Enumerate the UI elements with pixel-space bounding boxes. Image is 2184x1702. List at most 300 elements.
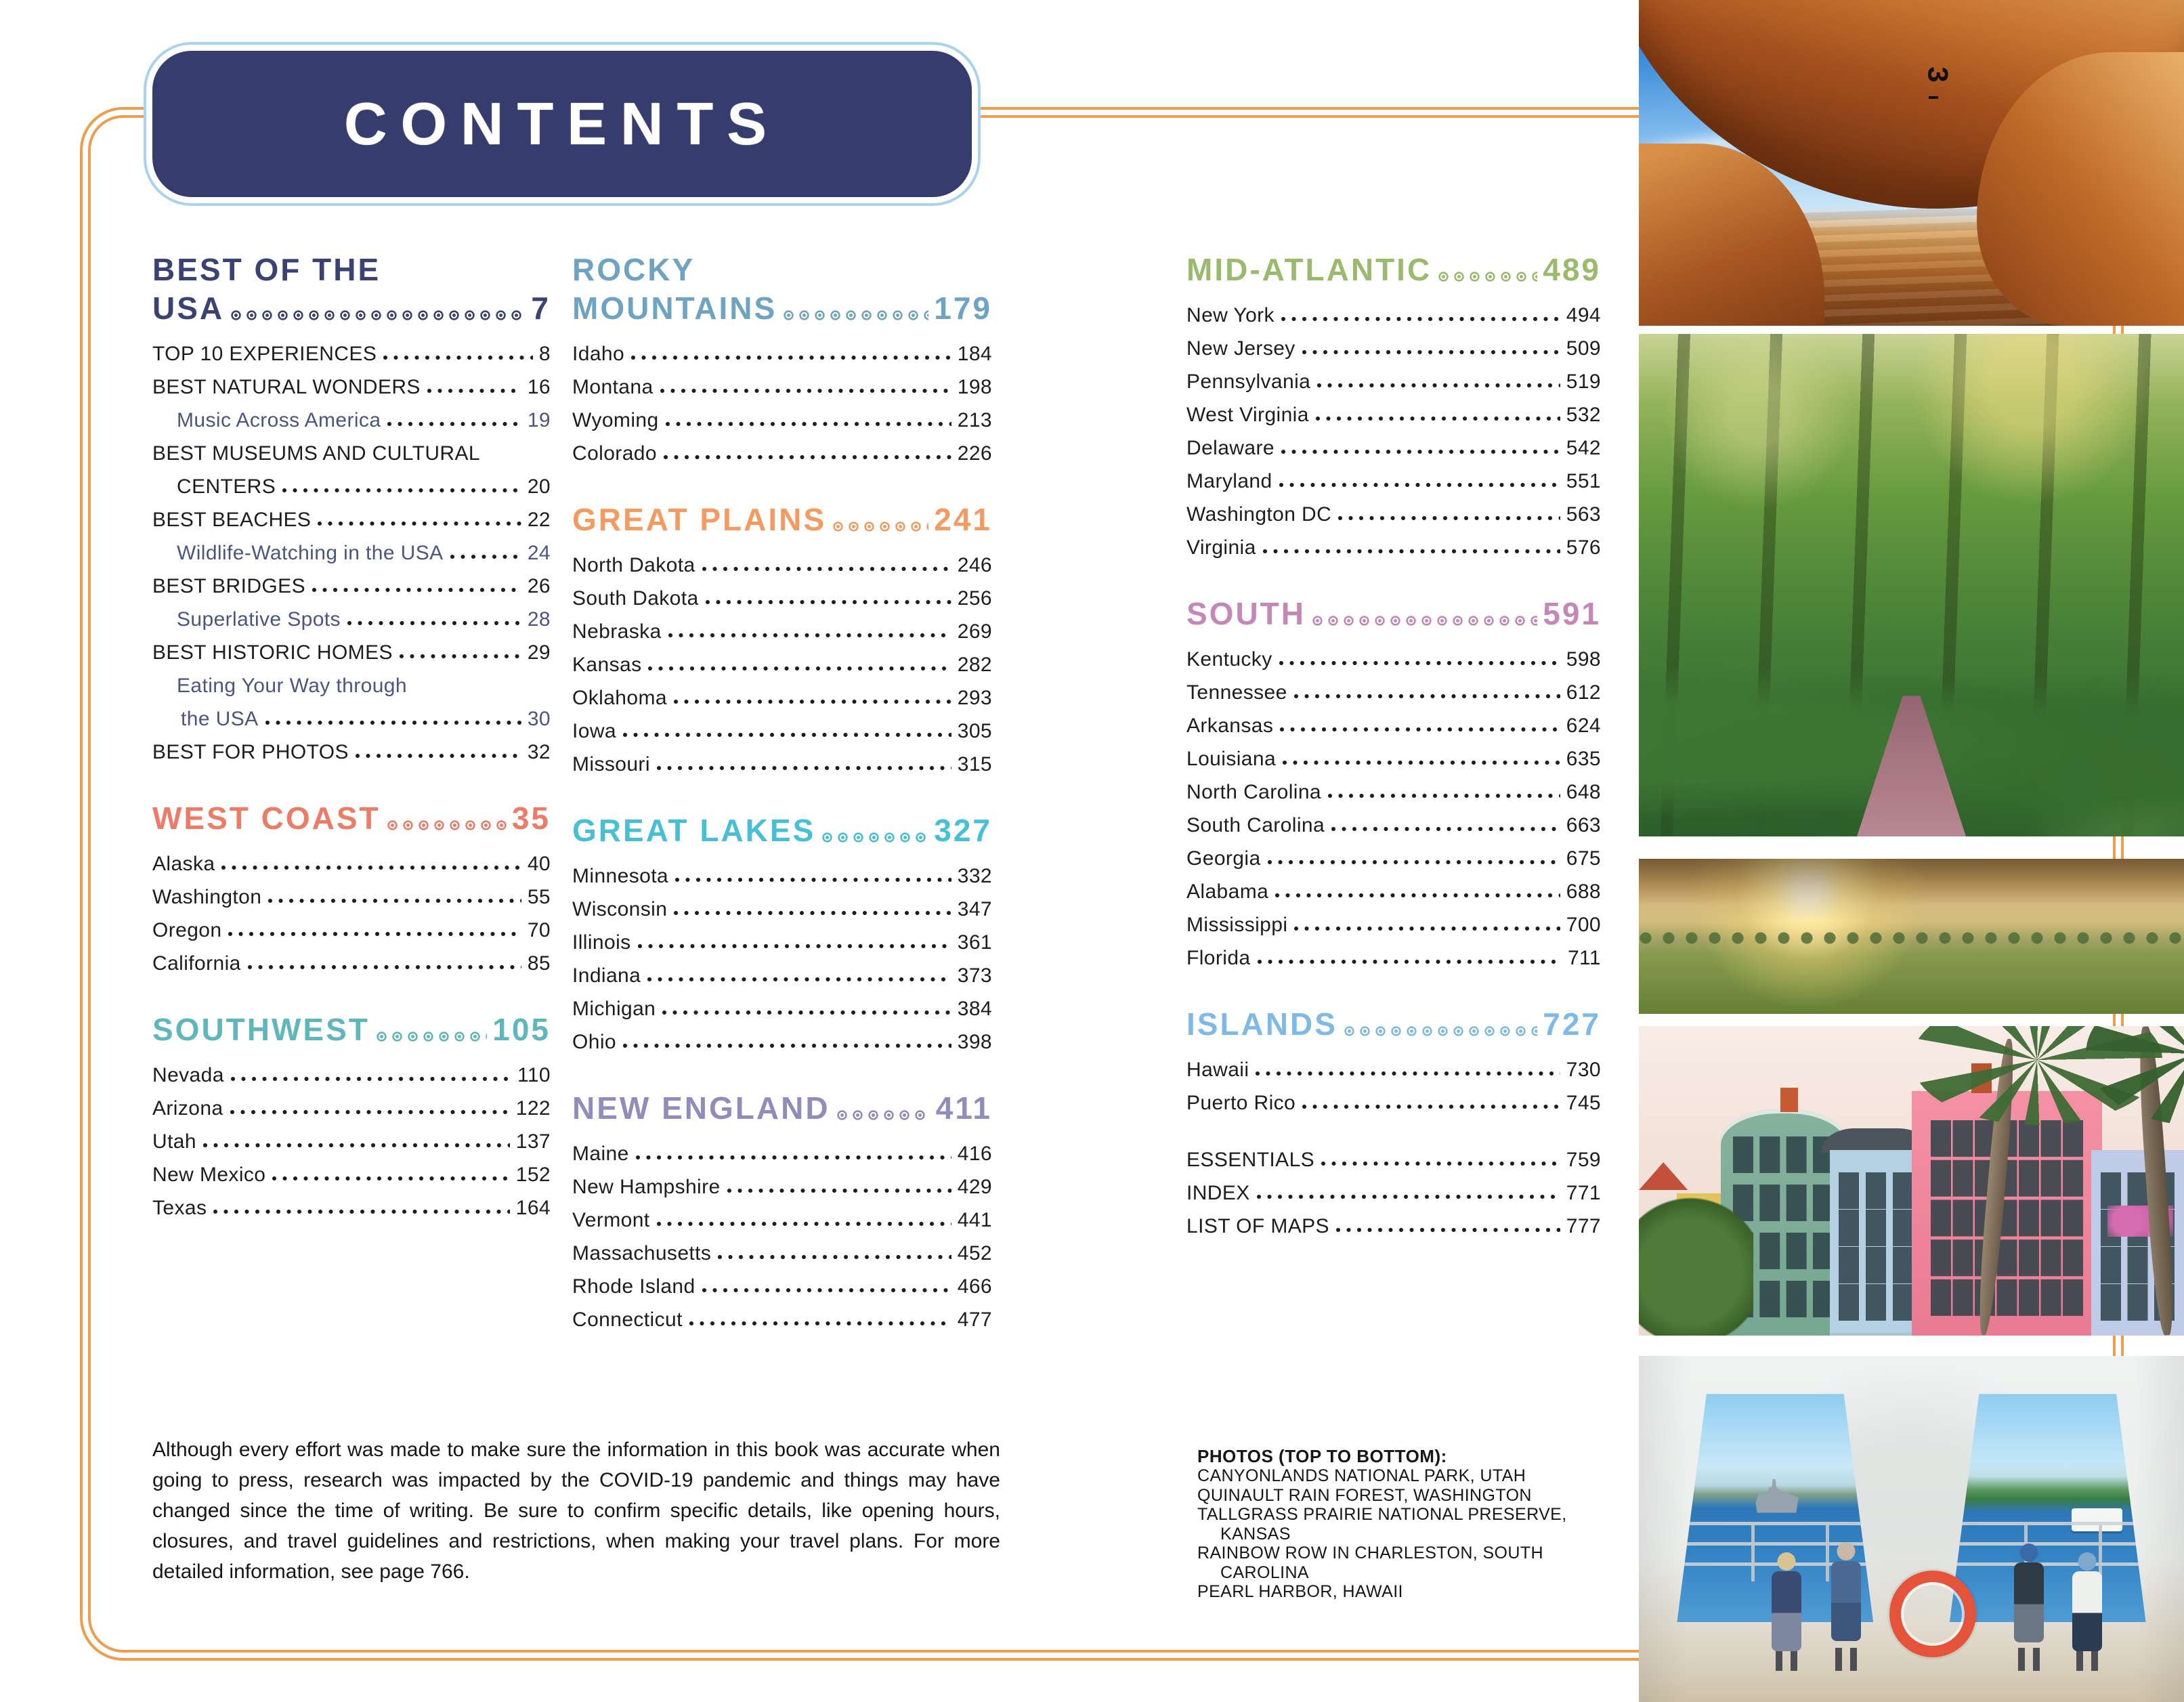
toc-entry-label: Superlative Spots: [177, 608, 341, 631]
toc-entry-label: North Dakota: [572, 554, 695, 576]
visitor-figure: [1768, 1552, 1805, 1671]
toc-entry: [572, 344, 992, 364]
toc-entry-page-number: 246: [957, 554, 992, 576]
dot-leader: [723, 1177, 955, 1197]
photo-canyonlands-national-park: [1639, 0, 2184, 326]
toc-entry: [1186, 683, 1601, 703]
toc-column-1: [152, 251, 551, 1255]
toc-entry-page-number: 429: [957, 1176, 992, 1198]
section-header: [1186, 1005, 1601, 1044]
toc-entry: [572, 1144, 992, 1164]
toc-entry-page-number: 332: [957, 865, 992, 887]
toc-entry: [572, 1243, 992, 1264]
toc-entry-label: New Hampshire: [572, 1176, 721, 1198]
toc-entry-page-number: 398: [957, 1031, 992, 1053]
section-entries: [152, 854, 551, 974]
dot-leader: [217, 854, 524, 874]
toc-entry-label: Kansas: [572, 654, 642, 676]
toc-entry-label: Wyoming: [572, 409, 659, 431]
toc-entry: [152, 742, 551, 763]
toc-entry: [572, 589, 992, 609]
toc-entry-page-number: 576: [1566, 536, 1601, 559]
toc-entry: [152, 477, 551, 497]
dot-leader: [685, 1310, 955, 1330]
toc-entry: [1186, 1150, 1601, 1170]
toc-section: [152, 799, 551, 974]
toc-entry-page-number: 305: [957, 720, 992, 742]
toc-entry-page-number: 55: [527, 886, 551, 908]
toc-entry-label: Maryland: [1186, 470, 1272, 492]
dot-leader: [671, 866, 955, 887]
toc-entry-label: Pennsylvania: [1186, 370, 1311, 393]
dot-leader: [1251, 1060, 1563, 1080]
toc-entry-page-number: 416: [957, 1143, 992, 1165]
visitor-figure: [2010, 1544, 2048, 1671]
dot-leader: [1306, 595, 1543, 633]
dot-leader: [653, 1210, 955, 1231]
toc-entry-page-number: 256: [957, 587, 992, 610]
toc-entry-label: Utah: [152, 1130, 196, 1153]
section-header: [572, 1089, 992, 1128]
toc-entry: [1186, 749, 1601, 769]
toc-entry-page-number: 612: [1566, 681, 1601, 704]
toc-entry-label: New Mexico: [152, 1164, 266, 1186]
toc-entry-label: Rhode Island: [572, 1275, 695, 1298]
dot-leader: [1334, 505, 1564, 525]
dot-leader: [381, 799, 512, 838]
toc-entry: [572, 622, 992, 642]
dot-leader: [314, 510, 525, 530]
toc-entry-page-number: 164: [515, 1197, 551, 1219]
dot-leader: [379, 344, 536, 364]
toc-entry: [152, 1065, 551, 1086]
visitor-figure: [1827, 1542, 1865, 1671]
toc-entry-label: West Virginia: [1186, 404, 1309, 426]
toc-entry: [572, 555, 992, 576]
section-page-number: 35: [511, 801, 551, 836]
toc-entry-page-number: 771: [1566, 1182, 1601, 1204]
toc-entry: [152, 1132, 551, 1152]
toc-entry-page-number: 20: [527, 475, 551, 498]
section-header: [152, 289, 551, 328]
toc-entry-label: North Carolina: [1186, 781, 1322, 803]
dot-leader: [643, 966, 955, 986]
section-entries: [1186, 1150, 1601, 1237]
toc-section: [1186, 1150, 1601, 1237]
toc-entry-label: Missouri: [572, 753, 650, 775]
toc-entry: [1186, 948, 1601, 969]
dot-leader: [830, 1089, 936, 1128]
covid-disclaimer-text: Although every effort was made to make sure the information in this book was accurate when going to press, research was impacted by the COVID-19 pandemic and things may have changed since the time of writing. Be sure to confirm specific details, like opening hours, closures, and travel guidelines and restrictions, when making your travel plans. For more detailed information, see page 766.: [152, 1439, 1000, 1583]
toc-entry-page-number: 269: [957, 620, 992, 643]
toc-entry-label: Alabama: [1186, 880, 1269, 903]
toc-entry: [152, 543, 551, 563]
toc-entry-label: Ohio: [572, 1031, 616, 1053]
dot-leader: [670, 688, 955, 708]
toc-entry-label: Louisiana: [1186, 748, 1277, 770]
section-title-line1: ROCKY: [572, 252, 695, 287]
toc-entry-label: Maine: [572, 1143, 629, 1165]
dot-leader: [224, 920, 524, 941]
toc-entry-page-number: 777: [1566, 1215, 1601, 1237]
toc-entry-page-number: 32: [527, 741, 551, 763]
toc-entry: [1186, 438, 1601, 459]
page-number-underline: [1929, 96, 1938, 99]
dot-leader: [1290, 683, 1564, 703]
section-page-number: 327: [934, 813, 992, 848]
toc-entry: [152, 610, 551, 630]
section-page-number: 105: [492, 1012, 551, 1047]
toc-entry: [152, 444, 551, 464]
toc-entry: [572, 899, 992, 920]
toc-entry: [152, 954, 551, 974]
dot-leader: [410, 676, 548, 696]
dot-leader: [227, 1065, 515, 1086]
toc-section: [1186, 595, 1601, 969]
section-title: SOUTHWEST: [152, 1012, 370, 1047]
toc-entry: [152, 510, 551, 530]
section-page-number: 7: [531, 291, 551, 326]
section-title-line1: BEST OF THE: [152, 252, 381, 287]
section-header: [572, 501, 992, 539]
section-page-number: 179: [934, 291, 992, 326]
toc-entry-page-number: 361: [957, 931, 992, 954]
toc-entry: [1186, 1183, 1601, 1204]
dot-leader: [483, 444, 548, 464]
toc-section: [152, 1010, 551, 1218]
toc-entry-page-number: 29: [527, 641, 551, 664]
toc-entry-page-number: 85: [527, 952, 551, 975]
dot-leader: [244, 954, 525, 974]
section-title: GREAT LAKES: [572, 813, 816, 848]
dot-leader: [308, 576, 525, 597]
dot-leader: [627, 344, 955, 364]
tree-line-shape: [1639, 932, 2184, 944]
dot-leader: [662, 410, 955, 431]
section-page-number: 727: [1543, 1006, 1601, 1042]
toc-entry-label: Illinois: [572, 931, 631, 954]
toc-entry: [1186, 405, 1601, 425]
section-entries: [1186, 650, 1601, 969]
toc-entry: [1186, 538, 1601, 558]
toc-entry-label: Washington: [152, 886, 262, 908]
toc-entry: [572, 999, 992, 1019]
toc-entry-page-number: 184: [957, 343, 992, 365]
toc-entry-page-number: 110: [517, 1064, 551, 1086]
dot-leader: [658, 999, 954, 1019]
dot-leader: [1271, 882, 1564, 902]
toc-entry-label: South Carolina: [1186, 814, 1325, 836]
toc-entry-page-number: 315: [957, 753, 992, 775]
dot-leader: [826, 501, 934, 539]
toc-entry: [1186, 339, 1601, 359]
toc-entry: [1186, 650, 1601, 670]
toc-entry-label: Wisconsin: [572, 898, 668, 920]
toc-entry-page-number: 494: [1566, 304, 1601, 326]
dot-leader: [1253, 1183, 1564, 1204]
blue-house-shape: [1830, 1150, 1923, 1336]
toc-entry-label: Mississippi: [1186, 914, 1288, 936]
dot-leader: [370, 1010, 492, 1049]
toc-entry: [572, 1310, 992, 1330]
dot-leader: [1264, 849, 1564, 869]
toc-entry: [152, 709, 551, 729]
toc-entry: [152, 377, 551, 398]
dot-leader: [1317, 1150, 1564, 1170]
toc-entry-label: Nebraska: [572, 620, 662, 643]
toc-entry-page-number: 373: [957, 964, 992, 987]
dot-leader: [383, 410, 524, 431]
dot-leader: [1312, 405, 1564, 425]
dot-leader: [1290, 915, 1563, 935]
toc-entry: [1186, 1093, 1601, 1113]
dot-leader: [653, 754, 955, 775]
toc-entry-label: Wildlife-Watching in the USA: [177, 542, 444, 564]
photo-quinault-rain-forest: [1639, 334, 2184, 836]
dot-leader: [619, 721, 955, 742]
dot-leader: [268, 1165, 513, 1185]
toc-entry-page-number: 282: [957, 654, 992, 676]
toc-entry: [572, 1210, 992, 1231]
section-entries: [1186, 305, 1601, 558]
toc-entry-label: TOP 10 EXPERIENCES: [152, 343, 377, 365]
toc-entry: [572, 655, 992, 675]
tree-shape: [1639, 1193, 1753, 1336]
toc-column-3: [1186, 251, 1601, 1273]
toc-entry: [1186, 782, 1601, 803]
toc-entry-label: ESSENTIALS: [1186, 1149, 1315, 1171]
toc-entry-label: BEST FOR PHOTOS: [152, 741, 349, 763]
photo-tallgrass-prairie: [1639, 859, 2184, 1014]
toc-entry-page-number: 213: [957, 409, 992, 431]
toc-entry-label: Connecticut: [572, 1309, 683, 1331]
toc-section: [572, 811, 992, 1052]
toc-entry-page-number: 28: [527, 608, 551, 631]
toc-entry-label: Nevada: [152, 1064, 224, 1086]
toc-entry-label: Massachusetts: [572, 1242, 712, 1264]
dot-leader: [777, 289, 934, 328]
toc-entry: [1186, 882, 1601, 902]
toc-entry-label: Oklahoma: [572, 687, 667, 709]
dot-leader: [446, 543, 525, 563]
section-entries: [1186, 1060, 1601, 1113]
toc-entry: [572, 966, 992, 986]
toc-entry-label: Virginia: [1186, 536, 1256, 559]
photo-credit-line: TALLGRASS PRAIRIE NATIONAL PRESERVE, KANSAS: [1197, 1505, 1567, 1544]
toc-entry-page-number: 384: [957, 998, 992, 1020]
toc-entry: [152, 920, 551, 941]
toc-entry-page-number: 648: [1566, 781, 1601, 803]
section-title: MOUNTAINS: [572, 291, 777, 326]
section-entries: [152, 1065, 551, 1218]
toc-entry: [572, 444, 992, 464]
toc-entry-label: Indiana: [572, 964, 641, 987]
toc-entry-page-number: 441: [957, 1209, 992, 1231]
toc-entry-label: BEST HISTORIC HOMES: [152, 641, 393, 664]
section-header: [152, 1010, 551, 1049]
toc-entry-page-number: 700: [1566, 914, 1601, 936]
toc-entry-page-number: 22: [527, 509, 551, 531]
toc-entry: [1186, 372, 1601, 392]
toc-entry: [152, 410, 551, 431]
photo-pearl-harbor-memorial: [1639, 1356, 2184, 1702]
section-header: [572, 811, 992, 850]
toc-section: [1186, 1005, 1601, 1113]
toc-entry: [572, 1277, 992, 1297]
dot-leader: [1324, 782, 1564, 803]
dot-leader: [199, 1132, 513, 1152]
toc-entry-page-number: 8: [538, 343, 551, 365]
section-title: MID-ATLANTIC: [1186, 252, 1432, 287]
toc-entry: [1186, 471, 1601, 492]
toc-entry-page-number: 563: [1566, 503, 1601, 526]
toc-entry-label: Alaska: [152, 853, 215, 875]
toc-entry-page-number: 293: [957, 687, 992, 709]
toc-entry: [572, 1032, 992, 1052]
section-title: USA: [152, 291, 225, 326]
toc-entry-page-number: 137: [515, 1130, 551, 1153]
dot-leader: [264, 887, 525, 908]
toc-entry-page-number: 635: [1566, 748, 1601, 770]
toc-entry-label: Florida: [1186, 947, 1251, 969]
dot-leader: [1275, 471, 1564, 492]
dot-leader: [209, 1198, 513, 1218]
toc-entry: [1186, 505, 1601, 525]
dot-leader: [226, 1099, 513, 1119]
dot-leader: [343, 610, 525, 630]
toc-entry-label: Iowa: [572, 720, 616, 742]
photo-credits-list: [1197, 1466, 1587, 1602]
dot-leader: [1332, 1216, 1564, 1237]
toc-column-2: [572, 251, 992, 1367]
photo-credit-line: CANYONLANDS NATIONAL PARK, UTAH: [1197, 1466, 1526, 1485]
toc-entry: [152, 1099, 551, 1119]
toc-entry-page-number: 70: [527, 919, 551, 941]
dot-leader: [644, 655, 954, 675]
section-entries: [572, 344, 992, 464]
toc-entry-page-number: 532: [1566, 404, 1601, 426]
toc-entry: [152, 887, 551, 908]
toc-entry-page-number: 152: [515, 1164, 551, 1186]
toc-entry-label: New Jersey: [1186, 337, 1296, 360]
section-page-number: 489: [1543, 252, 1601, 287]
dot-leader: [670, 899, 954, 920]
section-title: NEW ENGLAND: [572, 1090, 830, 1126]
toc-entry: [572, 721, 992, 742]
dot-leader: [619, 1032, 955, 1052]
toc-entry: [572, 933, 992, 953]
toc-entry-page-number: 477: [957, 1309, 992, 1331]
toc-entry-page-number: 40: [527, 853, 551, 875]
toc-entry: [152, 676, 551, 696]
photo-rainbow-row-charleston: [1639, 1026, 2184, 1336]
toc-entry-label: Tennessee: [1186, 681, 1287, 704]
section-entries: [572, 555, 992, 775]
toc-entry-label: Oregon: [152, 919, 222, 941]
toc-entry-page-number: 675: [1566, 847, 1601, 870]
dot-leader: [714, 1243, 954, 1264]
toc-entry-label: Delaware: [1186, 437, 1275, 459]
toc-entry-label: California: [152, 952, 241, 975]
section-title: WEST COAST: [152, 801, 381, 836]
dot-leader: [1277, 305, 1564, 326]
toc-entry: [1186, 849, 1601, 869]
toc-entry-page-number: 452: [957, 1242, 992, 1264]
toc-entry-label: Hawaii: [1186, 1059, 1249, 1081]
dot-leader: [224, 289, 531, 328]
dot-leader: [1254, 948, 1565, 969]
toc-entry-label: Minnesota: [572, 865, 669, 887]
toc-entry-page-number: 16: [527, 376, 551, 398]
section-title: SOUTH: [1186, 596, 1306, 631]
toc-entry-label: Puerto Rico: [1186, 1092, 1296, 1114]
dot-leader: [656, 377, 955, 398]
toc-entry-label: Washington DC: [1186, 503, 1332, 526]
toc-entry-page-number: 347: [957, 898, 992, 920]
section-entries: [572, 1144, 992, 1330]
photo-credits: [1197, 1447, 1587, 1602]
toc-section: [572, 251, 992, 464]
toc-entry: [1186, 1216, 1601, 1237]
toc-entry-page-number: 226: [957, 442, 992, 465]
section-header: [1186, 251, 1601, 289]
toc-section: [572, 501, 992, 775]
dot-leader: [698, 1277, 955, 1297]
dot-leader: [1313, 372, 1563, 392]
red-roof-shape: [1639, 1162, 1688, 1190]
section-page-number: 241: [934, 502, 992, 537]
page-title: CONTENTS: [344, 90, 780, 157]
sunset-cloud-shape: [1639, 859, 2184, 921]
section-header: [1186, 595, 1601, 633]
section-header: [152, 799, 551, 838]
chimney-shape: [1780, 1088, 1798, 1112]
toc-entry-label: BEST BRIDGES: [152, 575, 305, 597]
dot-leader: [1337, 1005, 1543, 1044]
section-page-number: 591: [1543, 596, 1601, 631]
dot-leader: [1277, 438, 1564, 459]
dot-leader: [1276, 716, 1563, 736]
dot-leader: [1279, 749, 1564, 769]
toc-section: [1186, 251, 1601, 558]
visitor-figure: [2068, 1552, 2106, 1671]
dot-leader: [423, 377, 525, 398]
photo-credit-line: PEARL HARBOR, HAWAII: [1197, 1582, 1403, 1601]
dot-leader: [702, 589, 955, 609]
contents-title-box: [152, 51, 972, 197]
photo-column: [1639, 0, 2184, 1702]
toc-entry-label: BEST NATURAL WONDERS: [152, 376, 421, 398]
dot-leader: [351, 742, 525, 763]
dot-leader: [261, 709, 525, 729]
dot-leader: [1327, 815, 1564, 836]
section-page-number: 411: [935, 1090, 992, 1126]
toc-entry: [152, 643, 551, 663]
toc-entry-page-number: 122: [515, 1097, 551, 1120]
toc-entry-label: the USA: [181, 708, 259, 730]
toc-entry-label: BEST MUSEUMS AND CULTURAL: [152, 442, 480, 465]
photo-credit-line: RAINBOW ROW IN CHARLESTON, SOUTH CAROLINA: [1197, 1544, 1543, 1582]
toc-entry-page-number: 551: [1566, 470, 1601, 492]
toc-entry-page-number: 624: [1566, 715, 1601, 737]
toc-entry: [572, 688, 992, 708]
dot-leader: [632, 1144, 955, 1164]
life-ring-shape: [1889, 1571, 1976, 1657]
toc-entry: [572, 410, 992, 431]
toc-entry-label: Montana: [572, 376, 654, 398]
toc-entry-label: Music Across America: [177, 409, 381, 431]
toc-entry-label: Texas: [152, 1197, 207, 1219]
